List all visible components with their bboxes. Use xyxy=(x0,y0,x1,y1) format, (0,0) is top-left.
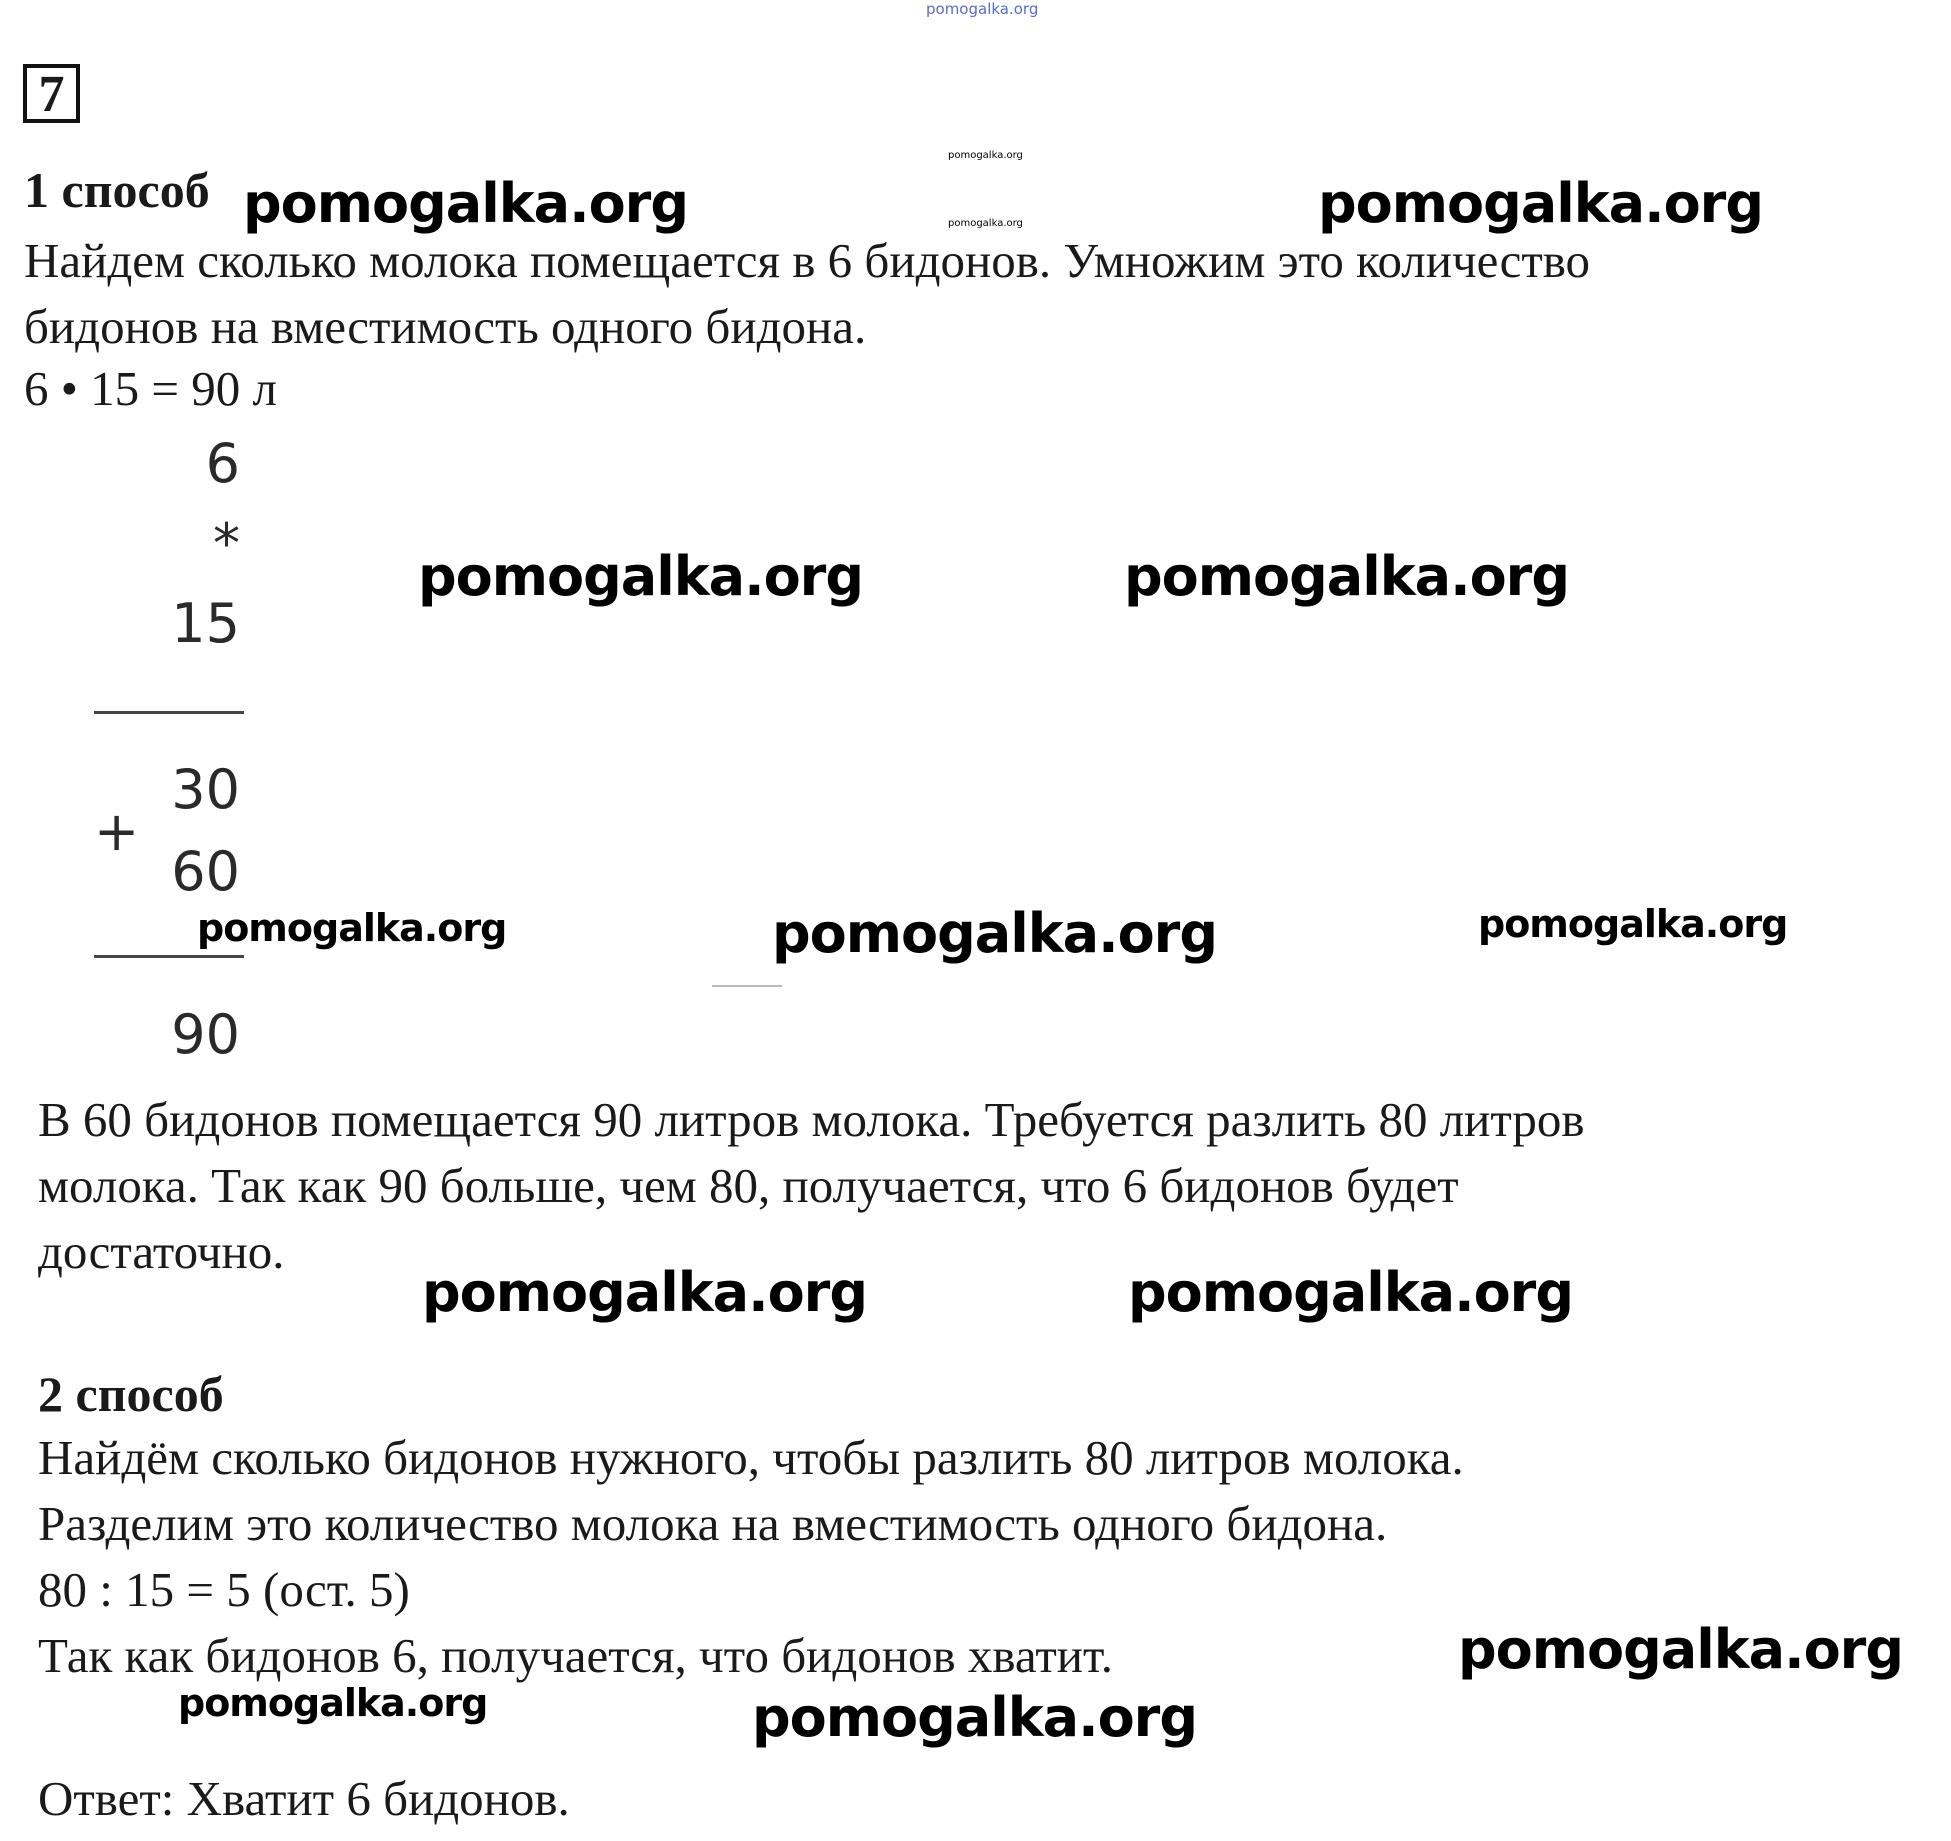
calc-rule-2 xyxy=(94,955,244,958)
answer-text: Ответ: Хватит 6 бидонов. xyxy=(38,1771,570,1826)
watermark-7: pomogalka.org xyxy=(1478,902,1788,946)
calc-multiplicand: 6 xyxy=(205,432,240,495)
watermark-top: pomogalka.org xyxy=(926,0,1039,18)
conclusion1-line-3: достаточно. xyxy=(38,1224,285,1279)
method2-line-1: Найдём сколько бидонов нужного, чтобы разлить 80 литров молока. xyxy=(38,1430,1464,1485)
watermark-3: pomogalka.org xyxy=(418,545,863,608)
method2-line-2: Разделим это количество молока на вместимость одного бидона. xyxy=(38,1496,1388,1551)
watermark-12: pomogalka.org xyxy=(752,1686,1197,1749)
watermark-6: pomogalka.org xyxy=(772,902,1217,965)
watermark-tiny-1: pomogalka.org xyxy=(948,150,1023,161)
method2-equation: 80 : 15 = 5 (ост. 5) xyxy=(38,1562,410,1617)
calc-plus-sign: + xyxy=(94,800,140,863)
watermark-8: pomogalka.org xyxy=(422,1261,867,1324)
calc-operator: * xyxy=(213,512,240,575)
method1-line-2: бидонов на вместимость одного бидона. xyxy=(24,299,867,354)
method1-line-1: Найдем сколько молока помещается в 6 бидонов. Умножим это количество xyxy=(24,233,1591,288)
conclusion1-line-1: В 60 бидонов помещается 90 литров молока. Требуется разлить 80 литров xyxy=(38,1092,1585,1147)
calc-rule-1 xyxy=(94,711,244,714)
conclusion1-line-2: молока. Так как 90 больше, чем 80, получается, что 6 бидонов будет xyxy=(38,1158,1459,1213)
method2-line-4: Так как бидонов 6, получается, что бидонов хватит. xyxy=(38,1628,1113,1683)
method1-equation: 6 • 15 = 90 л xyxy=(24,361,277,416)
watermark-1: pomogalka.org xyxy=(243,172,688,235)
watermark-9: pomogalka.org xyxy=(1128,1261,1573,1324)
watermark-10: pomogalka.org xyxy=(1458,1618,1903,1681)
calc-partial-2: 60 xyxy=(171,840,240,903)
method1-heading: 1 способ xyxy=(24,162,210,218)
calc-multiplier: 15 xyxy=(171,592,240,655)
calc-result: 90 xyxy=(171,1003,240,1066)
faint-line xyxy=(712,985,782,987)
method1-text xyxy=(24,228,1944,418)
watermark-4: pomogalka.org xyxy=(1124,545,1569,608)
method2-heading: 2 способ xyxy=(38,1366,224,1422)
task-number-box: 7 xyxy=(23,64,80,123)
calc-partial-1: 30 xyxy=(171,758,240,821)
watermark-2: pomogalka.org xyxy=(1318,172,1763,235)
watermark-5: pomogalka.org xyxy=(197,906,507,950)
conclusion1-text xyxy=(38,1087,1938,1285)
watermark-tiny-2: pomogalka.org xyxy=(948,218,1023,229)
watermark-11: pomogalka.org xyxy=(178,1681,488,1725)
